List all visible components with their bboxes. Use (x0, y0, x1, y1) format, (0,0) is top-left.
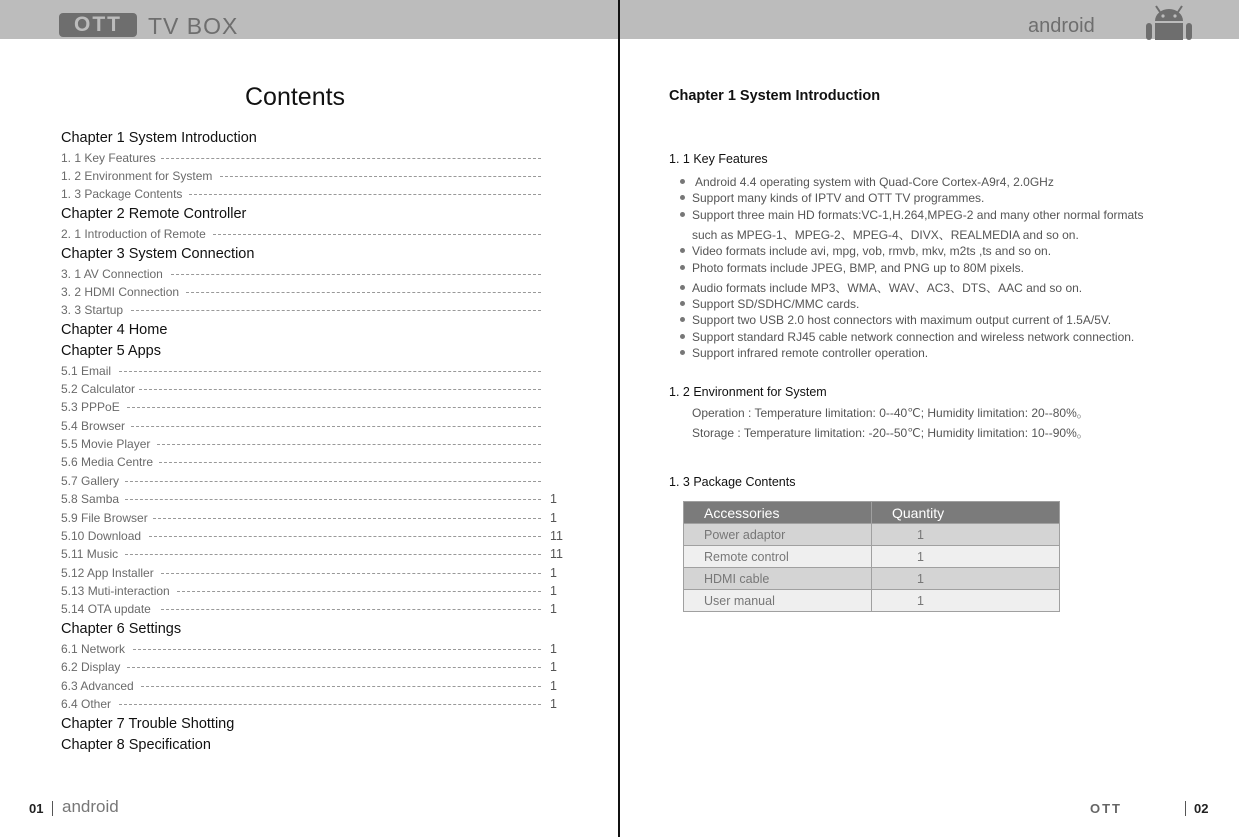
table-cell-accessory: User manual (684, 590, 872, 612)
left-page-number: 01 (29, 801, 44, 816)
feature-text: Support three main HD formats:VC-1,H.264,MPEG-2 and many other normal formats (692, 208, 1144, 222)
toc-entry[interactable] (61, 302, 571, 318)
toc-entry[interactable] (61, 601, 571, 617)
feature-item (680, 313, 1111, 327)
toc-chapter-7[interactable]: Chapter 7 Trouble Shotting (61, 716, 235, 732)
contents-title: Contents (245, 83, 346, 111)
feature-text: Support SD/SDHC/MMC cards. (692, 297, 860, 311)
toc-entry-label: 5.10 Download (61, 529, 142, 543)
table-cell-quantity: 1 (872, 546, 1060, 568)
feature-text: Android 4.4 operating system with Quad-Core Cortex-A9r4, 2.0GHz (695, 175, 1054, 189)
bullet-icon (680, 265, 685, 270)
toc-leader (220, 176, 541, 177)
table-cell-accessory: Remote control (684, 546, 872, 568)
toc-entry-label: 2. 1 Introduction of Remote (61, 227, 206, 241)
bullet-icon (680, 285, 685, 290)
table-cell-quantity: 1 (872, 590, 1060, 612)
bullet-icon (680, 179, 685, 184)
feature-item (680, 208, 1144, 222)
feature-item (680, 330, 1134, 344)
toc-entry-label: 1. 1 Key Features (61, 151, 156, 165)
table-header-row (684, 502, 1060, 524)
toc-entry-label: 5.9 File Browser (61, 511, 148, 525)
toc-entry[interactable] (61, 168, 571, 184)
toc-entry-page: 1 (550, 584, 557, 598)
toc-entry-label: 3. 2 HDMI Connection (61, 285, 180, 299)
toc-chapter-8[interactable]: Chapter 8 Specification (61, 737, 211, 753)
toc-entry-label: 5.13 Muti-interaction (61, 584, 170, 598)
toc-leader (125, 481, 541, 482)
android-brand-text: android (1028, 15, 1095, 37)
page-divider (618, 0, 620, 837)
toc-entry-label: 3. 3 Startup (61, 303, 124, 317)
toc-entry-label: 5.3 PPPoE (61, 400, 120, 414)
toc-entry[interactable] (61, 583, 571, 599)
feature-item (680, 244, 1051, 258)
toc-entry[interactable] (61, 473, 571, 489)
feature-continuation: such as MPEG-1、MPEG-2、MPEG-4、DIVX、REALMEDIA and so on. (692, 228, 1079, 242)
toc-leader (159, 462, 541, 463)
footer-android-brand: android (62, 797, 119, 816)
toc-entry[interactable] (61, 696, 571, 712)
section-package-contents-heading: 1. 3 Package Contents (669, 475, 796, 489)
toc-entry-label: 5.5 Movie Player (61, 437, 151, 451)
feature-text: Support two USB 2.0 host connectors with maximum output current of 1.5A/5V. (692, 313, 1112, 327)
feature-text: Support infrared remote controller operation. (692, 346, 929, 360)
toc-entry[interactable] (61, 186, 571, 202)
toc-leader (127, 407, 541, 408)
package-contents-table (683, 501, 1060, 612)
toc-entry-label: 5.11 Music (61, 547, 119, 561)
toc-entry-label: 3. 1 AV Connection (61, 267, 163, 281)
toc-chapter-1[interactable]: Chapter 1 System Introduction (61, 130, 257, 146)
toc-entry-label: 5.6 Media Centre (61, 455, 154, 469)
toc-leader (153, 518, 541, 519)
feature-item (680, 346, 928, 360)
env-storage: Storage : Temperature limitation: -20--50℃; Humidity limitation: 10--90%。 (692, 426, 1089, 440)
toc-entry[interactable] (61, 266, 571, 282)
toc-entry-label: 5.4 Browser (61, 419, 126, 433)
section-key-features-heading: 1. 1 Key Features (669, 152, 768, 166)
toc-entry[interactable] (61, 399, 571, 415)
toc-leader (186, 292, 541, 293)
toc-leader (119, 371, 541, 372)
bullet-icon (680, 248, 685, 253)
table-row (684, 524, 1060, 546)
toc-entry-label: 1. 3 Package Contents (61, 187, 183, 201)
bullet-icon (680, 301, 685, 306)
toc-leader (125, 499, 541, 500)
table-cell-quantity: 1 (872, 524, 1060, 546)
footer-separator (1185, 801, 1186, 816)
feature-text: Photo formats include JPEG, BMP, and PNG up to 80M pixels. (692, 261, 1024, 275)
toc-entry-page: 1 (550, 679, 557, 693)
feature-text: Support many kinds of IPTV and OTT TV programmes. (692, 191, 985, 205)
bullet-icon (680, 195, 685, 200)
bullet-icon (680, 212, 685, 217)
bullet-icon (680, 334, 685, 339)
bullet-icon (680, 317, 685, 322)
toc-chapter-5[interactable]: Chapter 5 Apps (61, 343, 161, 359)
table-cell-accessory: HDMI cable (684, 568, 872, 590)
toc-leader (161, 609, 541, 610)
feature-text: Audio formats include MP3、WMA、WAV、AC3、DTS、AAC and so on. (692, 281, 1083, 295)
chapter-1-title: Chapter 1 System Introduction (669, 88, 881, 104)
bullet-icon (680, 350, 685, 355)
toc-entry-label: 1. 2 Environment for System (61, 169, 213, 183)
toc-leader (131, 310, 541, 311)
table-cell-accessory: Power adaptor (684, 524, 872, 546)
toc-entry-label: 6.1 Network (61, 642, 126, 656)
toc-leader (171, 274, 541, 275)
toc-leader (141, 686, 541, 687)
toc-entry[interactable] (61, 150, 571, 166)
toc-entry[interactable] (61, 363, 571, 379)
toc-entry[interactable] (61, 226, 571, 242)
toc-leader (133, 649, 541, 650)
ott-logo: OTT (59, 13, 137, 37)
toc-entry[interactable] (61, 418, 571, 434)
toc-entry-page: 11 (550, 547, 563, 561)
toc-leader (119, 704, 541, 705)
toc-entry-page: 1 (550, 642, 557, 656)
toc-entry[interactable] (61, 436, 571, 452)
toc-entry-label: 5.12 App Installer (61, 566, 154, 580)
feature-item (680, 297, 859, 311)
toc-entry-page: 1 (550, 492, 557, 506)
feature-item (680, 191, 984, 205)
tv-box-logo-text: TV BOX (148, 13, 239, 39)
toc-entry[interactable] (61, 659, 571, 675)
toc-entry-label: 6.4 Other (61, 697, 112, 711)
toc-entry[interactable] (61, 491, 571, 507)
toc-leader (139, 389, 541, 390)
table-row (684, 568, 1060, 590)
toc-leader (161, 158, 541, 159)
toc-entry-label: 5.1 Email (61, 364, 112, 378)
toc-entry-label: 6.2 Display (61, 660, 121, 674)
toc-entry-label: 5.2 Calculator (61, 382, 136, 396)
toc-entry[interactable] (61, 528, 571, 544)
toc-entry-page: 11 (550, 529, 563, 543)
table-row (684, 590, 1060, 612)
toc-entry[interactable] (61, 454, 571, 470)
feature-item (680, 261, 1024, 275)
toc-entry[interactable] (61, 546, 571, 562)
table-header-quantity: Quantity (872, 502, 1060, 524)
toc-leader (161, 573, 541, 574)
table-row (684, 546, 1060, 568)
toc-leader (131, 426, 541, 427)
toc-entry-label: 5.8 Samba (61, 492, 120, 506)
toc-entry-label: 5.14 OTA update (61, 602, 151, 616)
footer-ott-logo: OTT (1090, 801, 1122, 816)
toc-entry-page: 1 (550, 511, 557, 525)
footer-separator (52, 801, 53, 816)
toc-entry[interactable] (61, 678, 571, 694)
toc-entry[interactable] (61, 565, 571, 581)
table-header-accessories: Accessories (684, 502, 872, 524)
toc-chapter-6[interactable]: Chapter 6 Settings (61, 621, 182, 637)
toc-leader (189, 194, 541, 195)
toc-leader (149, 536, 541, 537)
toc-entry[interactable] (61, 284, 571, 300)
android-robot-icon (1142, 4, 1196, 40)
feature-text: Support standard RJ45 cable network connection and wireless network connection. (692, 330, 1135, 344)
toc-chapter-3[interactable]: Chapter 3 System Connection (61, 246, 255, 262)
toc-chapter-2[interactable]: Chapter 2 Remote Controller (61, 206, 247, 222)
toc-entry[interactable] (61, 510, 571, 526)
feature-item (680, 279, 1082, 296)
toc-leader (157, 444, 541, 445)
feature-item (680, 175, 1054, 189)
toc-leader (125, 554, 541, 555)
toc-entry-page: 1 (550, 566, 557, 580)
toc-leader (213, 234, 541, 235)
toc-entry-page: 1 (550, 660, 557, 674)
toc-entry-page: 1 (550, 602, 557, 616)
env-operation: Operation : Temperature limitation: 0--40℃; Humidity limitation: 20--80%。 (692, 406, 1089, 420)
toc-entry-label: 6.3 Advanced (61, 679, 134, 693)
toc-entry-label: 5.7 Gallery (61, 474, 120, 488)
right-page-number: 02 (1194, 801, 1209, 816)
toc-chapter-4[interactable]: Chapter 4 Home (61, 322, 168, 338)
toc-leader (127, 667, 541, 668)
toc-entry-page: 1 (550, 697, 557, 711)
toc-entry[interactable] (61, 641, 571, 657)
toc-entry[interactable] (61, 381, 571, 397)
toc-leader (177, 591, 541, 592)
feature-text: Video formats include avi, mpg, vob, rmvb, mkv, m2ts ,ts and so on. (692, 244, 1052, 258)
section-environment-heading: 1. 2 Environment for System (669, 385, 827, 399)
table-cell-quantity: 1 (872, 568, 1060, 590)
